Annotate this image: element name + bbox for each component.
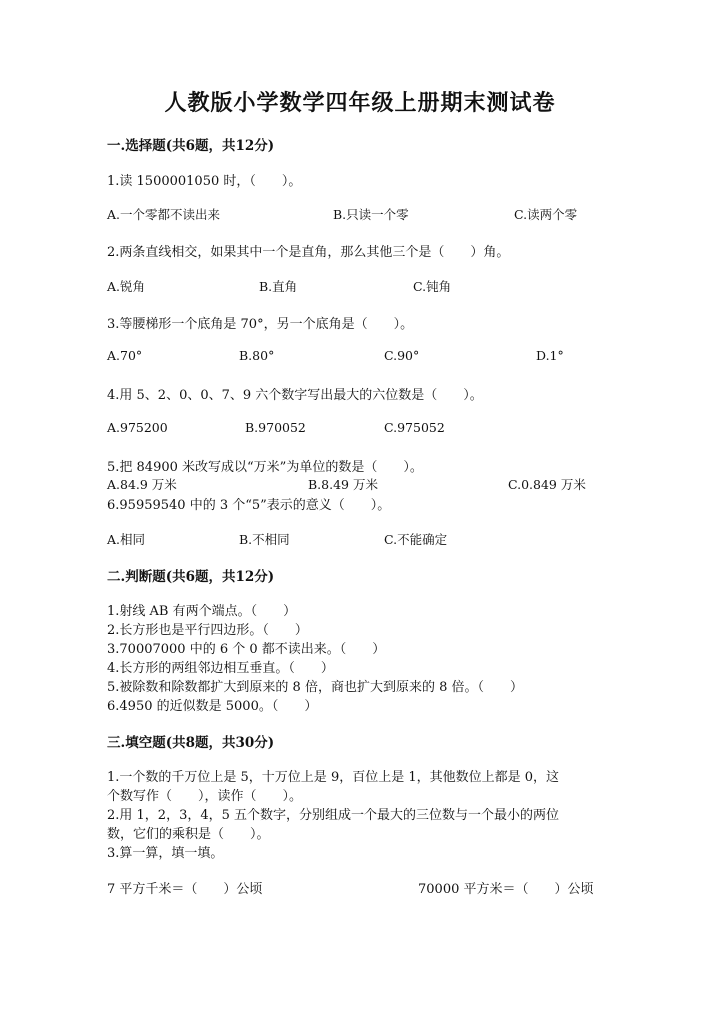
judge-item-1: 1.射线 AB 有两个端点。（ ） <box>107 604 297 619</box>
question-1-option-b: B.只读一个零 <box>333 207 409 222</box>
fill-question-2-line-2: 数，它们的乘积是（ ）。 <box>107 827 270 842</box>
question-2-stem: 2.两条直线相交，如果其中一个是直角，那么其他三个是（ ）角。 <box>107 245 510 260</box>
question-6-option-c: C.不能确定 <box>384 532 448 547</box>
judge-item-3: 3.70007000 中的 6 个 0 都不读出来。（ ） <box>107 642 386 657</box>
fill-question-1-line-2: 个数写作（ ），读作（ ）。 <box>107 789 303 804</box>
question-3-option-a: A.70° <box>107 348 143 363</box>
judge-item-4: 4.长方形的两组邻边相互垂直。（ ） <box>107 661 334 676</box>
question-1-stem: 1.读 1500001050 时，（ ）。 <box>107 174 302 189</box>
fill-item-area-1: 7 平方千米＝（ ）公顷 <box>107 882 263 897</box>
question-4-option-a: A.975200 <box>107 420 168 435</box>
question-6-option-a: A.相同 <box>107 532 146 547</box>
question-5-stem: 5.把 84900 米改写成以“万米”为单位的数是（ ）。 <box>107 460 423 475</box>
question-6-stem: 6.95959540 中的 3 个“5”表示的意义（ ）。 <box>107 498 391 513</box>
fill-item-area-2: 70000 平方米＝（ ）公顷 <box>418 882 594 897</box>
question-2-option-c: C.钝角 <box>413 279 452 294</box>
page-title: 人教版小学数学四年级上册期末测试卷 <box>164 90 556 116</box>
question-3-option-c: C.90° <box>384 348 420 363</box>
question-5-option-c: C.0.849 万米 <box>508 477 586 492</box>
section-heading-judge: 二.判断题(共6题，共12分) <box>107 569 275 585</box>
question-6-option-b: B.不相同 <box>239 532 290 547</box>
fill-question-3-stem: 3.算一算，填一填。 <box>107 846 224 861</box>
fill-question-1-line-1: 1.一个数的千万位上是 5，十万位上是 9，百位上是 1，其他数位上都是 0，这 <box>107 770 560 785</box>
question-5-option-a: A.84.9 万米 <box>107 477 177 492</box>
section-heading-choice: 一.选择题(共6题，共12分) <box>107 138 275 154</box>
judge-item-5: 5.被除数和除数都扩大到原来的 8 倍，商也扩大到原来的 8 倍。（ ） <box>107 680 523 695</box>
question-3-option-b: B.80° <box>239 348 275 363</box>
question-4-option-c: C.975052 <box>384 420 445 435</box>
question-3-stem: 3.等腰梯形一个底角是 70°，另一个底角是（ ）。 <box>107 317 414 332</box>
question-3-option-d: D.1° <box>536 348 564 363</box>
question-2-option-b: B.直角 <box>259 279 298 294</box>
section-heading-fill: 三.填空题(共8题，共30分) <box>107 735 275 751</box>
question-2-option-a: A.锐角 <box>107 279 146 294</box>
judge-item-2: 2.长方形也是平行四边形。（ ） <box>107 623 308 638</box>
question-4-option-b: B.970052 <box>245 420 306 435</box>
question-1-option-c: C.读两个零 <box>514 207 578 222</box>
question-1-option-a: A.一个零都不读出来 <box>107 207 221 222</box>
question-5-option-b: B.8.49 万米 <box>308 477 378 492</box>
question-4-stem: 4.用 5、2、0、0、7、9 六个数字写出最大的六位数是（ ）。 <box>107 388 483 403</box>
judge-item-6: 6.4950 的近似数是 5000。（ ） <box>107 699 318 714</box>
fill-question-2-line-1: 2.用 1，2，3，4，5 五个数字，分别组成一个最大的三位数与一个最小的两位 <box>107 808 560 823</box>
